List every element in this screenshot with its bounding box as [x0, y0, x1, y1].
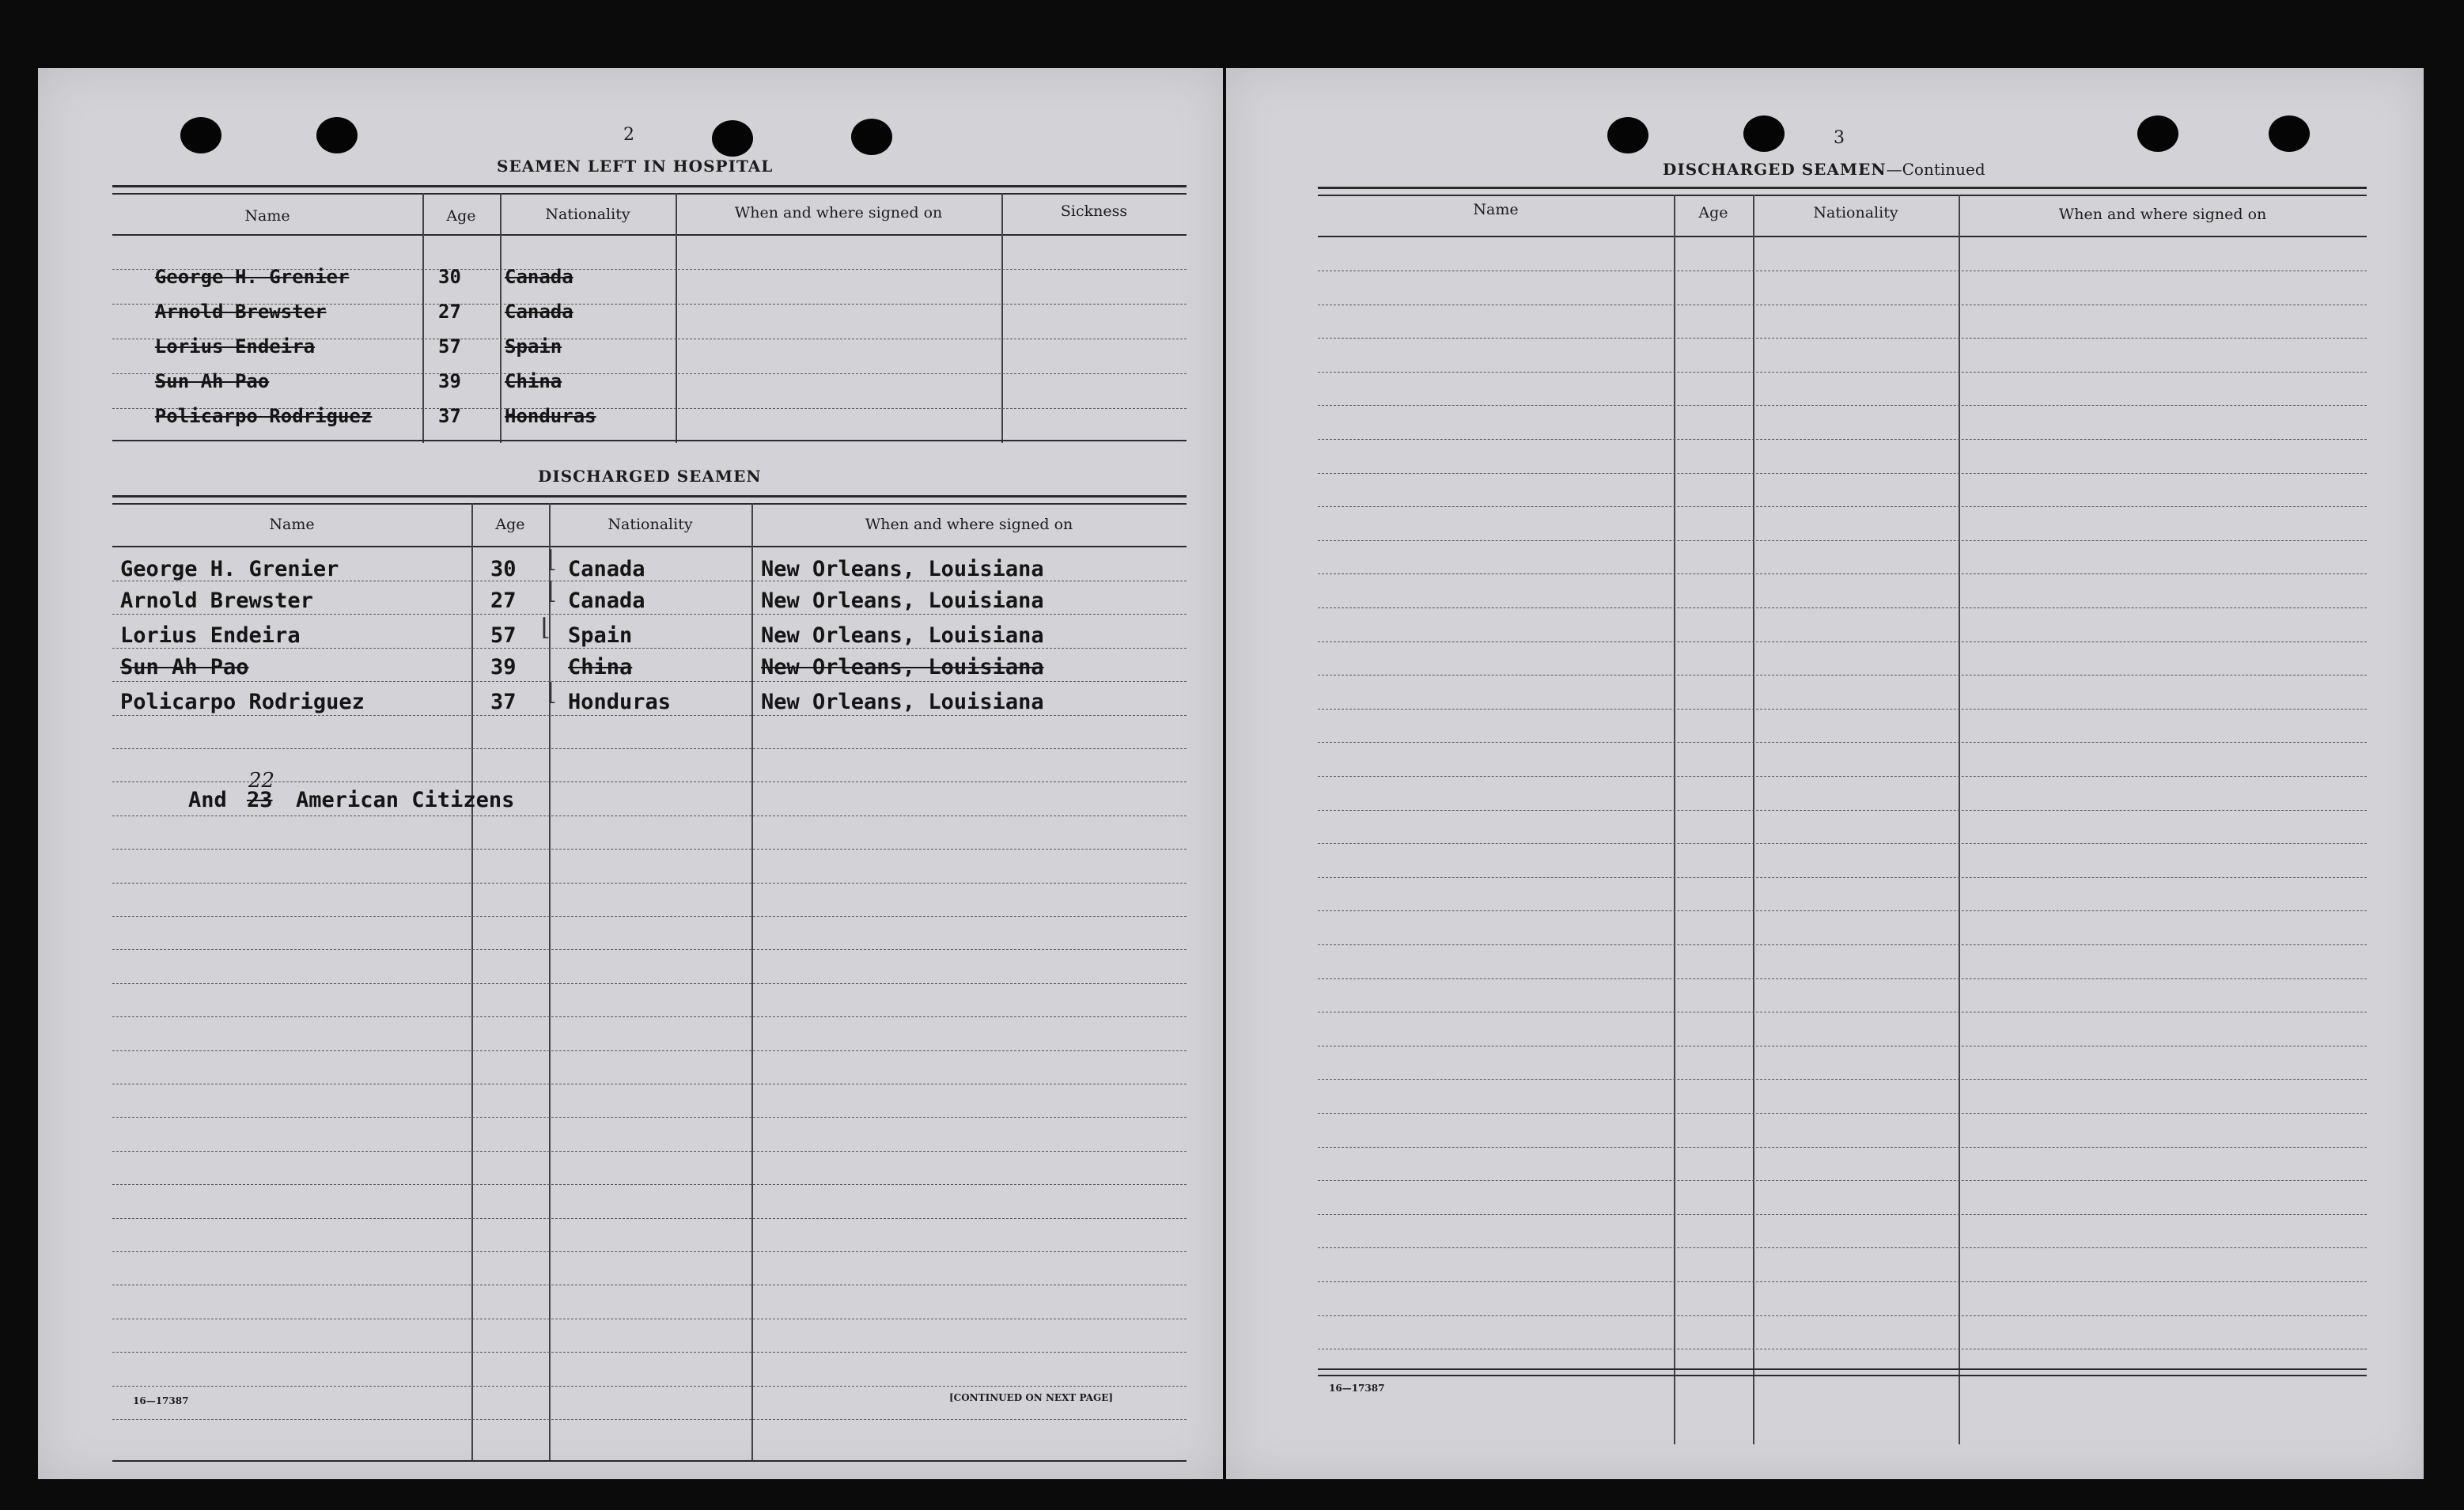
seaman-nationality: Honduras [568, 690, 672, 714]
seaman-signed-on: New Orleans, Louisiana [761, 623, 1044, 648]
row-line [112, 1050, 1187, 1051]
hospital-age: 57 [438, 335, 461, 358]
table-rule [112, 503, 1187, 505]
row-line [112, 1419, 1187, 1420]
row-line [1318, 573, 2367, 574]
seaman-name: Arnold Brewster [120, 588, 313, 613]
punch-hole [316, 117, 358, 153]
row-line [1318, 1315, 2367, 1316]
discharged-section-title: DISCHARGED SEAMEN [538, 467, 762, 486]
column-header-name: Name [1473, 201, 1519, 218]
seaman-signed-on: New Orleans, Louisiana [761, 690, 1044, 714]
row-line [112, 715, 1187, 716]
citizens-note-handwritten-count: 22 [248, 769, 275, 793]
seaman-name-struck: Sun Ah Pao [120, 655, 249, 679]
table-rule [112, 234, 1187, 236]
check-mark-icon: ⌊ [547, 546, 557, 573]
seaman-nationality: Canada [568, 557, 645, 581]
row-line [112, 614, 1187, 615]
column-header-nationality: Nationality [1813, 204, 1898, 221]
row-line [112, 916, 1187, 917]
left-page [38, 68, 1223, 1479]
hospital-nationality: Canada [505, 266, 573, 288]
citizens-note-struck-count: 23 [247, 788, 273, 812]
row-line [1318, 877, 2367, 878]
row-line [1318, 910, 2367, 911]
row-line [1318, 776, 2367, 777]
row-line [1318, 540, 2367, 541]
row-line [1318, 810, 2367, 811]
hospital-row [109, 383, 596, 449]
hospital-nationality: China [505, 370, 562, 392]
punch-hole [851, 119, 892, 155]
row-line [1318, 473, 2367, 474]
row-line [1318, 1113, 2367, 1114]
row-line [1318, 1214, 2367, 1215]
seaman-signed-on: New Orleans, Louisiana [761, 557, 1044, 581]
form-number: 16—17387 [133, 1395, 189, 1406]
hospital-age: 27 [438, 301, 461, 323]
punch-hole [712, 120, 753, 157]
table-rule [112, 1460, 1187, 1462]
page-number: 2 [623, 125, 634, 145]
row-line [112, 1218, 1187, 1219]
column-header-name: Name [269, 516, 315, 533]
row-line [1318, 944, 2367, 945]
table-rule [1318, 1375, 2367, 1376]
row-line [112, 1117, 1187, 1118]
seaman-name: Policarpo Rodriguez [120, 690, 365, 714]
seaman-age: 37 [490, 690, 517, 714]
column-header-signed-on: When and where signed on [2058, 206, 2267, 223]
column-divider [549, 503, 551, 1460]
column-header-age: Age [495, 516, 525, 533]
hospital-name: Sun Ah Pao [154, 370, 270, 392]
row-line [1318, 1247, 2367, 1248]
row-line [112, 1251, 1187, 1252]
hospital-name: Policarpo Rodriguez [154, 405, 373, 427]
seaman-nationality: Spain [568, 623, 633, 648]
punch-hole [1743, 115, 1785, 152]
check-mark-icon: ⌊ [541, 614, 551, 641]
section-title-continued: —Continued [1886, 160, 1985, 179]
seaman-name: George H. Grenier [120, 557, 339, 581]
row-line [1318, 709, 2367, 710]
row-line [1318, 1180, 2367, 1181]
seaman-age: 30 [490, 557, 517, 581]
row-line [1318, 1147, 2367, 1148]
row-line [112, 983, 1187, 984]
row-line [112, 849, 1187, 850]
seaman-nationality-struck: China [568, 655, 633, 679]
row-line [112, 1352, 1187, 1353]
section-title-main: DISCHARGED SEAMEN [1663, 160, 1887, 179]
row-line [112, 1016, 1187, 1017]
hospital-nationality: Spain [505, 335, 562, 358]
row-line [112, 1184, 1187, 1185]
table-rule [112, 546, 1187, 547]
column-divider [1753, 195, 1754, 1444]
column-divider [676, 193, 677, 443]
seaman-signed-on-struck: New Orleans, Louisiana [761, 655, 1044, 679]
hospital-name: Arnold Brewster [154, 301, 327, 323]
row-line [112, 949, 1187, 950]
row-line [112, 748, 1187, 749]
column-header-sickness: Sickness [1060, 202, 1128, 220]
column-divider [1001, 193, 1003, 443]
column-header-nationality: Nationality [607, 516, 693, 533]
check-mark-icon: ⌊ [547, 679, 557, 706]
column-header-age: Age [1698, 204, 1728, 221]
hospital-nationality: Honduras [505, 405, 596, 427]
seaman-age: 57 [490, 623, 517, 648]
table-rule [112, 495, 1187, 498]
column-header-signed-on: When and where signed on [734, 204, 943, 221]
row-line [1318, 372, 2367, 373]
table-rule [1318, 1368, 2367, 1370]
table-rule [1318, 187, 2367, 189]
seaman-age: 27 [490, 588, 517, 613]
row-line [112, 1151, 1187, 1152]
hospital-name: Lorius Endeira [154, 335, 316, 358]
column-divider [471, 503, 473, 1460]
form-number: 16—17387 [1329, 1383, 1385, 1394]
seaman-signed-on: New Orleans, Louisiana [761, 588, 1044, 613]
row-line [1318, 506, 2367, 507]
continued-note: [CONTINUED ON NEXT PAGE] [949, 1392, 1114, 1403]
column-header-age: Age [446, 207, 476, 225]
citizens-note-prefix: And [188, 788, 227, 812]
citizens-note-suffix: American Citizens [296, 788, 515, 812]
row-line [112, 1386, 1187, 1387]
hospital-age: 37 [438, 405, 461, 427]
punch-hole [180, 117, 221, 153]
row-line [1318, 641, 2367, 642]
row-line [1318, 843, 2367, 844]
row-line [1318, 1281, 2367, 1282]
seaman-age: 39 [490, 655, 517, 679]
check-mark-icon: ⌊ [547, 577, 557, 605]
hospital-nationality: Canada [505, 301, 573, 323]
row-line [1318, 742, 2367, 743]
row-line [1318, 439, 2367, 440]
row-line [112, 681, 1187, 682]
seaman-nationality: Canada [568, 588, 645, 613]
punch-hole [2269, 115, 2310, 152]
table-rule [112, 185, 1187, 187]
column-divider [500, 193, 502, 443]
column-header-signed-on: When and where signed on [865, 516, 1073, 533]
row-line [1318, 1079, 2367, 1080]
right-page [1226, 68, 2424, 1479]
punch-hole [2137, 115, 2178, 152]
column-divider [1959, 195, 1960, 1444]
punch-hole [1607, 117, 1648, 153]
row-line [1318, 338, 2367, 339]
row-line [1318, 607, 2367, 608]
row-line [1318, 675, 2367, 676]
seaman-name: Lorius Endeira [120, 623, 301, 648]
continued-section-title [1663, 160, 1985, 179]
page-number: 3 [1834, 128, 1845, 148]
hospital-age: 30 [438, 266, 461, 288]
column-header-nationality: Nationality [545, 206, 630, 223]
table-rule [1318, 236, 2367, 237]
column-divider [422, 193, 424, 443]
hospital-name: George H. Grenier [154, 266, 350, 288]
row-line [112, 883, 1187, 884]
row-line [1318, 405, 2367, 406]
column-header-name: Name [244, 207, 290, 225]
column-divider [751, 503, 753, 1460]
table-rule [112, 193, 1187, 195]
row-line [1318, 978, 2367, 979]
hospital-section-title: SEAMEN LEFT IN HOSPITAL [497, 157, 774, 176]
table-rule [1318, 195, 2367, 196]
hospital-age: 39 [438, 370, 461, 392]
column-divider [1674, 195, 1675, 1444]
